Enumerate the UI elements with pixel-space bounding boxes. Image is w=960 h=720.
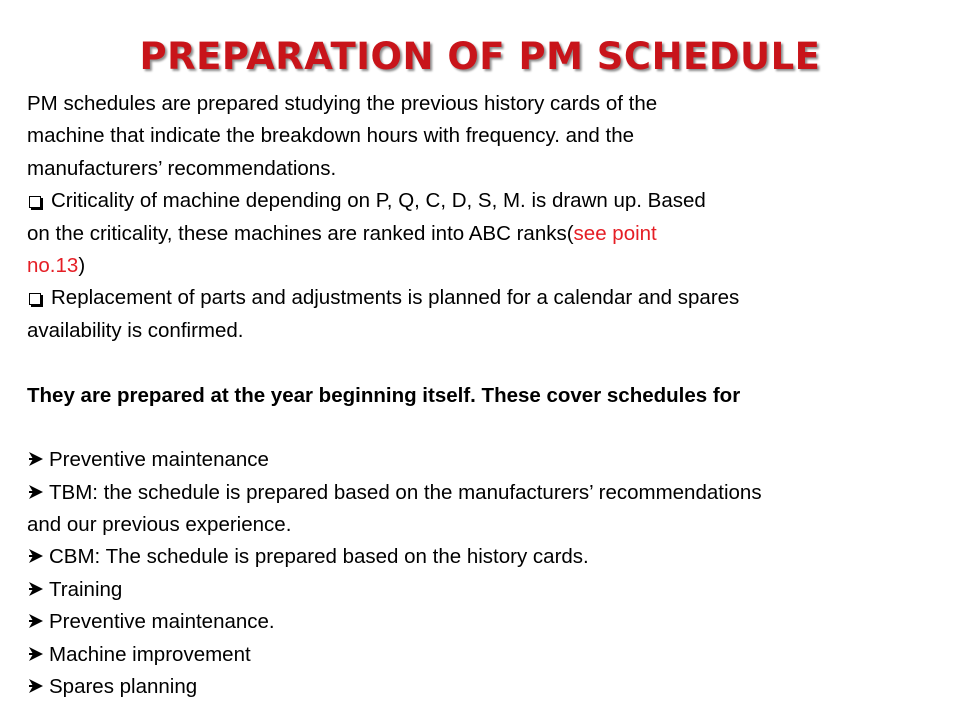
- bullet-replacement: [27, 282, 937, 314]
- checkbox-bullet-icon: [29, 293, 41, 305]
- schedule-item-text: Preventive maintenance.: [49, 610, 275, 634]
- bullet-replacement-cont: availability is confirmed.: [27, 318, 244, 342]
- bullet-criticality-text: Criticality of machine depending on P, Q, C, D, S, M. is drawn up. Based: [51, 189, 706, 213]
- see-point-link[interactable]: see point: [573, 221, 657, 245]
- schedule-item-text: Training: [49, 577, 123, 601]
- arrow-bullet-icon: [27, 483, 45, 501]
- bullet-criticality: [27, 185, 937, 217]
- schedule-item: [27, 477, 937, 509]
- schedule-item: [27, 574, 937, 606]
- schedule-item: [27, 606, 937, 638]
- intro-line-3: manufacturers’ recommendations.: [27, 156, 337, 180]
- bullet-criticality-cont-text: on the criticality, these machines are ranked into ABC ranks(: [27, 221, 574, 245]
- schedule-item-text: Spares planning: [49, 675, 198, 699]
- schedule-item: [27, 671, 937, 703]
- intro-line-2: machine that indicate the breakdown hours with frequency. and the: [27, 124, 635, 148]
- spacer: [27, 412, 937, 444]
- schedule-heading: They are prepared at the year beginning itself. These cover schedules for: [27, 383, 741, 407]
- arrow-bullet-icon: [27, 580, 45, 598]
- slide-body: [27, 88, 937, 703]
- schedule-list: [27, 444, 937, 703]
- spacer: [27, 347, 937, 379]
- schedule-item-text: Preventive maintenance: [49, 448, 269, 472]
- bullet-criticality-cont2: [27, 250, 937, 282]
- arrow-bullet-icon: [27, 547, 45, 565]
- intro-line-1: PM schedules are prepared studying the previous history cards of the: [27, 92, 658, 115]
- slide-title: PREPARATION OF PM SCHEDULE: [139, 35, 821, 78]
- arrow-bullet-icon: [27, 450, 45, 468]
- arrow-bullet-icon: [27, 612, 45, 630]
- schedule-item-text: TBM: the schedule is prepared based on the manufacturers’ recommendations: [49, 480, 762, 504]
- schedule-item: [27, 639, 937, 671]
- point-number-link[interactable]: no.13: [27, 253, 79, 277]
- schedule-item-text: CBM: The schedule is prepared based on the history cards.: [49, 545, 589, 569]
- schedule-item: [27, 541, 937, 573]
- checkbox-bullet-icon: [29, 196, 41, 208]
- closing-paren: ): [78, 253, 86, 277]
- bullet-replacement-text: Replacement of parts and adjustments is planned for a calendar and spares: [51, 286, 740, 310]
- bullet-criticality-cont: [27, 218, 937, 250]
- arrow-bullet-icon: [27, 645, 45, 663]
- schedule-item: [27, 444, 937, 476]
- schedule-item-cont: and our previous experience.: [27, 513, 292, 537]
- schedule-item-text: Machine improvement: [49, 642, 251, 666]
- arrow-bullet-icon: [27, 677, 45, 695]
